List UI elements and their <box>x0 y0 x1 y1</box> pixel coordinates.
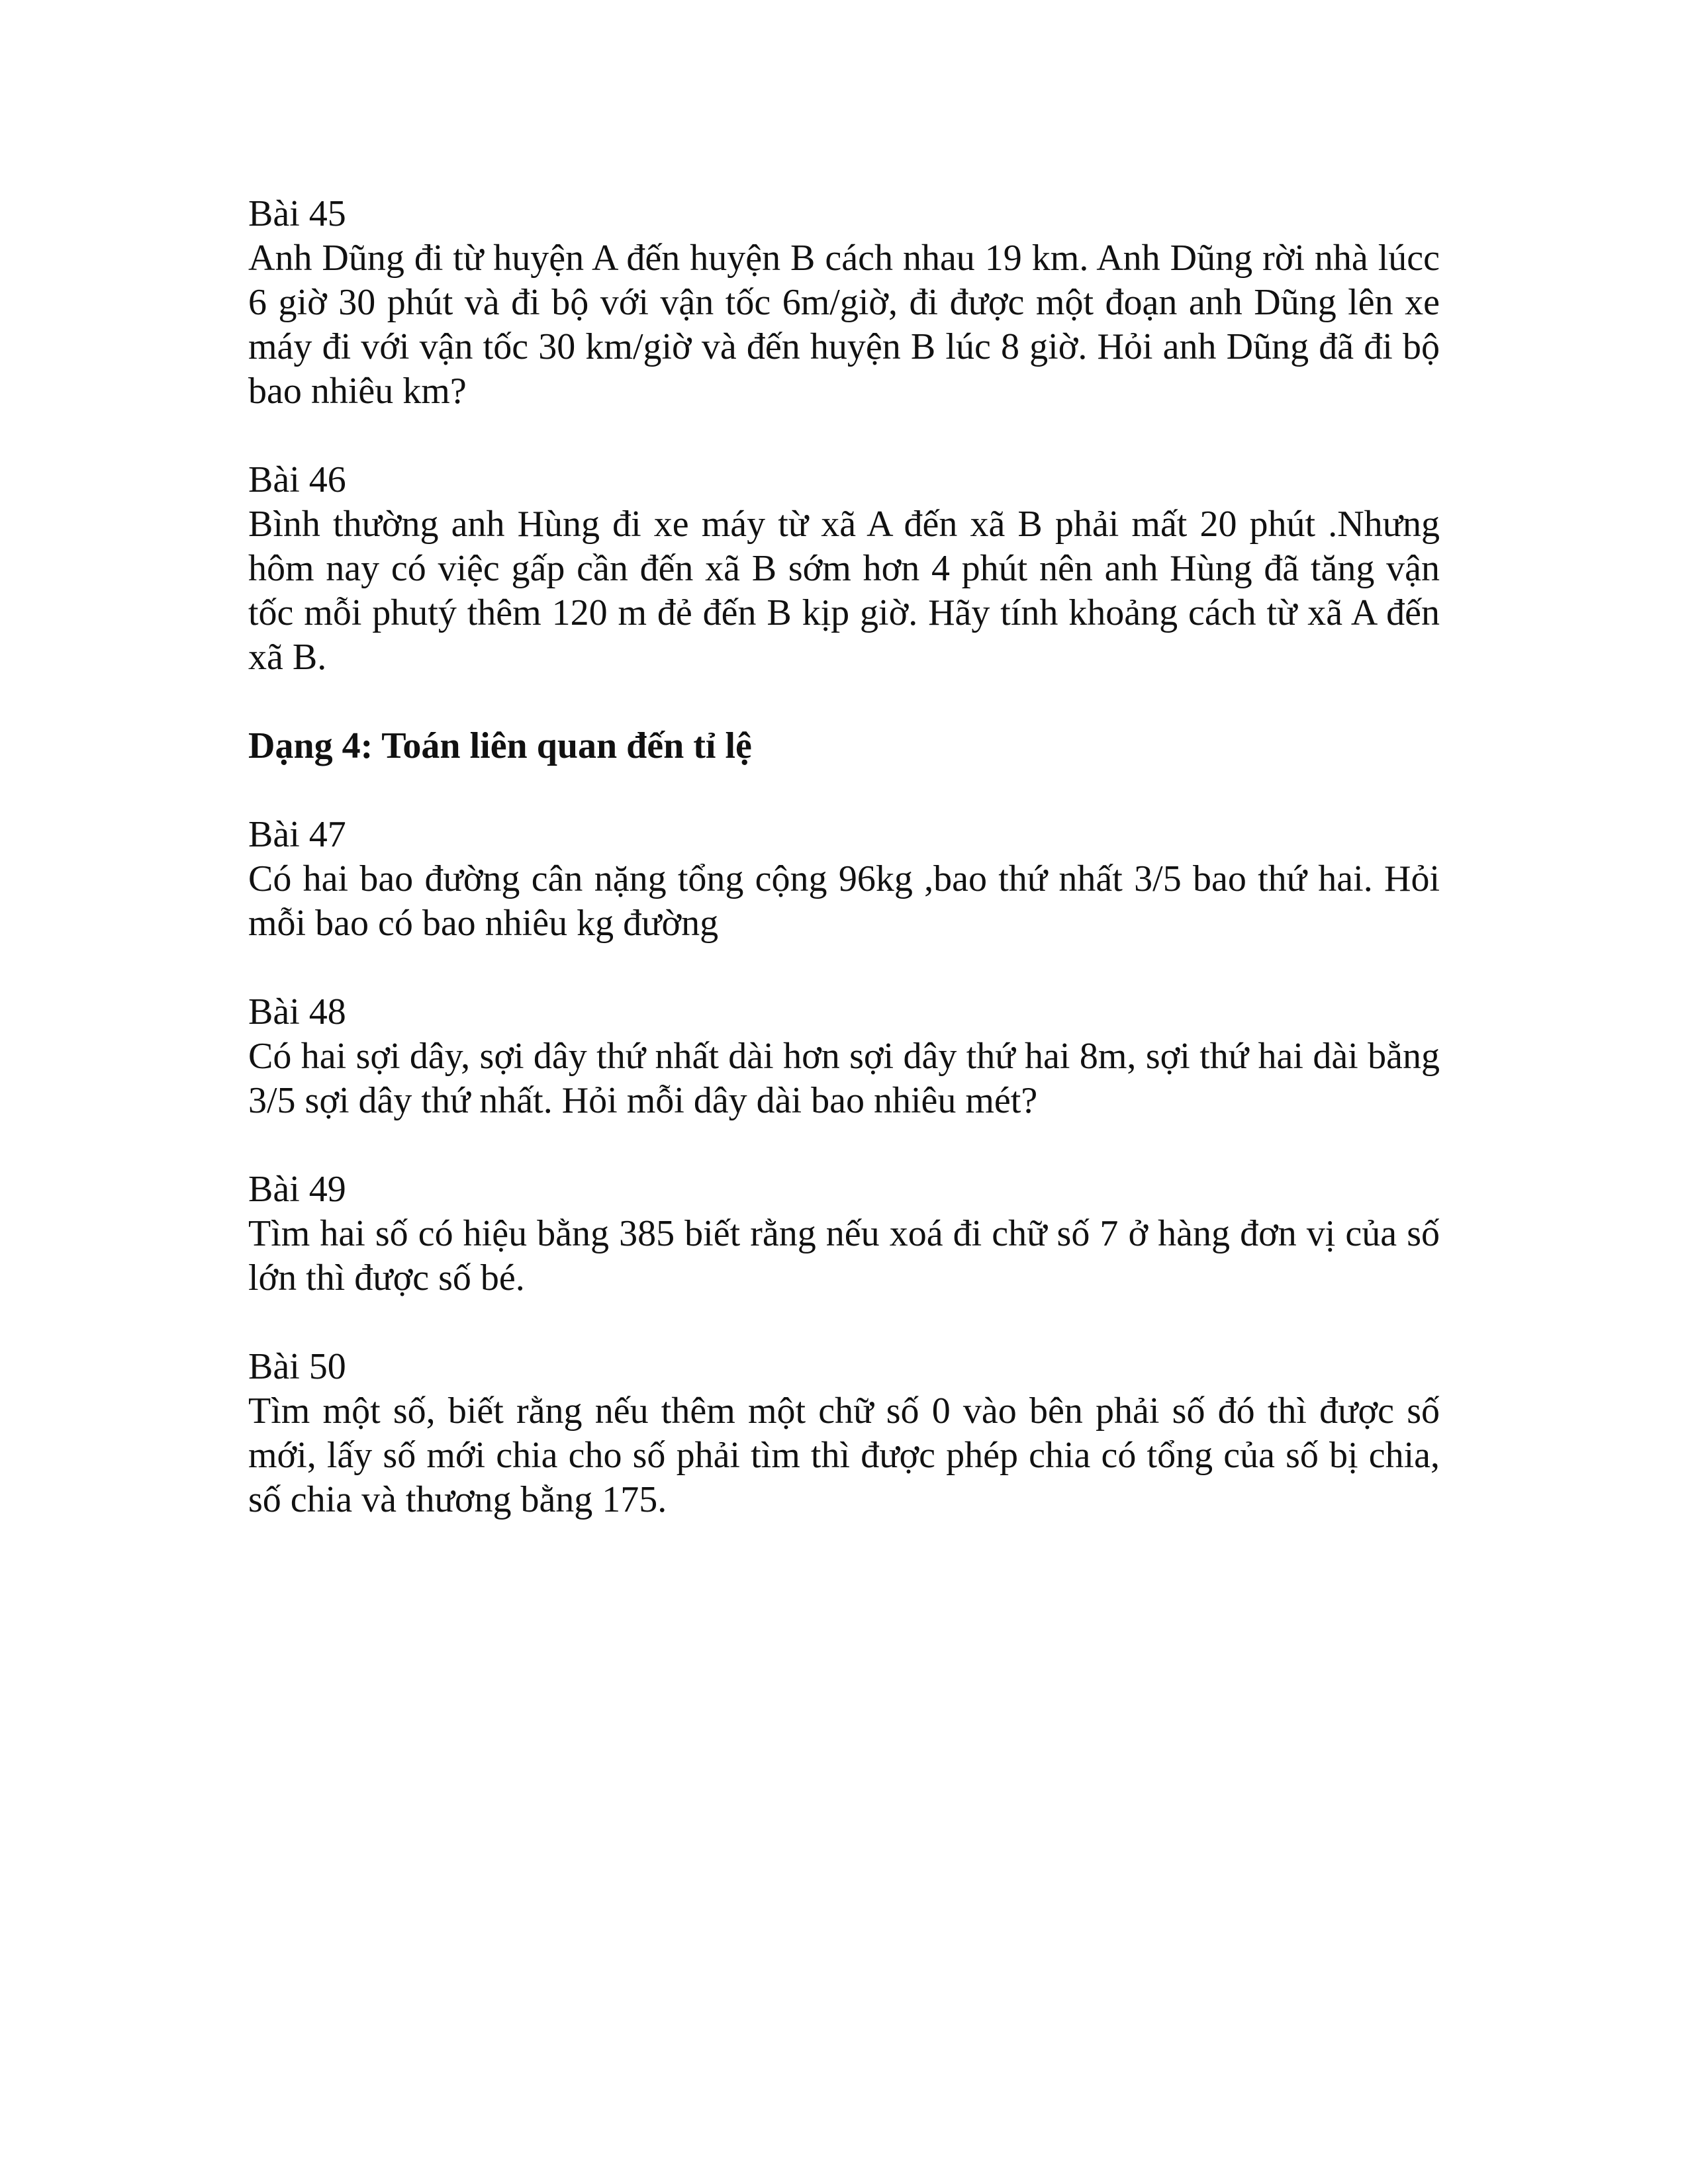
problem-text: Tìm hai số có hiệu bằng 385 biết rằng nếu xoá đi chữ số 7 ở hàng đơn vị của số lớn thì được số bé. <box>248 1213 1440 1298</box>
problem-46 <box>248 458 1440 680</box>
problem-title: Bài 50 <box>248 1346 346 1387</box>
problem-title: Bài 45 <box>248 193 346 234</box>
problem-48 <box>248 990 1440 1123</box>
problem-text: Anh Dũng đi từ huyện A đến huyện B cách nhau 19 km. Anh Dũng rời nhà lúcc 6 giờ 30 phút và đi bộ với vận tốc 6m/giờ, đi được một đoạn anh Dũng lên xe máy đi với vận tốc 30 km/giờ và đến huyện B lúc 8 giờ. Hỏi anh Dũng đã đi bộ bao nhiêu km? <box>248 238 1440 412</box>
document-page <box>248 192 1440 1567</box>
problem-50 <box>248 1345 1440 1522</box>
problem-47 <box>248 813 1440 946</box>
problem-title: Bài 49 <box>248 1169 346 1210</box>
problem-text: Tìm một số, biết rằng nếu thêm một chữ số 0 vào bên phải số đó thì được số mới, lấy số mới chia cho số phải tìm thì được phép chia có tổng của số bị chia, số chia và thương bằng 175. <box>248 1390 1440 1520</box>
problem-49 <box>248 1167 1440 1300</box>
problem-title: Bài 47 <box>248 814 346 855</box>
section-heading: Dạng 4: Toán liên quan đến tỉ lệ <box>248 725 752 766</box>
problem-text: Có hai bao đường cân nặng tổng cộng 96kg ,bao thứ nhất 3/5 bao thứ hai. Hỏi mỗi bao có bao nhiêu kg đường <box>248 858 1440 944</box>
problem-title: Bài 48 <box>248 991 346 1032</box>
problem-title: Bài 46 <box>248 459 346 500</box>
problem-45 <box>248 192 1440 414</box>
problem-text: Bình thường anh Hùng đi xe máy từ xã A đến xã B phải mất 20 phút .Nhưng hôm nay có việc gấp cần đến xã B sớm hơn 4 phút nên anh Hùng đã tăng vận tốc mỗi phutý thêm 120 m đẻ đến B kịp giờ. Hãy tính khoảng cách từ xã A đến xã B. <box>248 504 1440 678</box>
problem-text: Có hai sợi dây, sợi dây thứ nhất dài hơn sợi dây thứ hai 8m, sợi thứ hai dài bằng 3/5 sợi dây thứ nhất. Hỏi mỗi dây dài bao nhiêu mét? <box>248 1036 1440 1121</box>
